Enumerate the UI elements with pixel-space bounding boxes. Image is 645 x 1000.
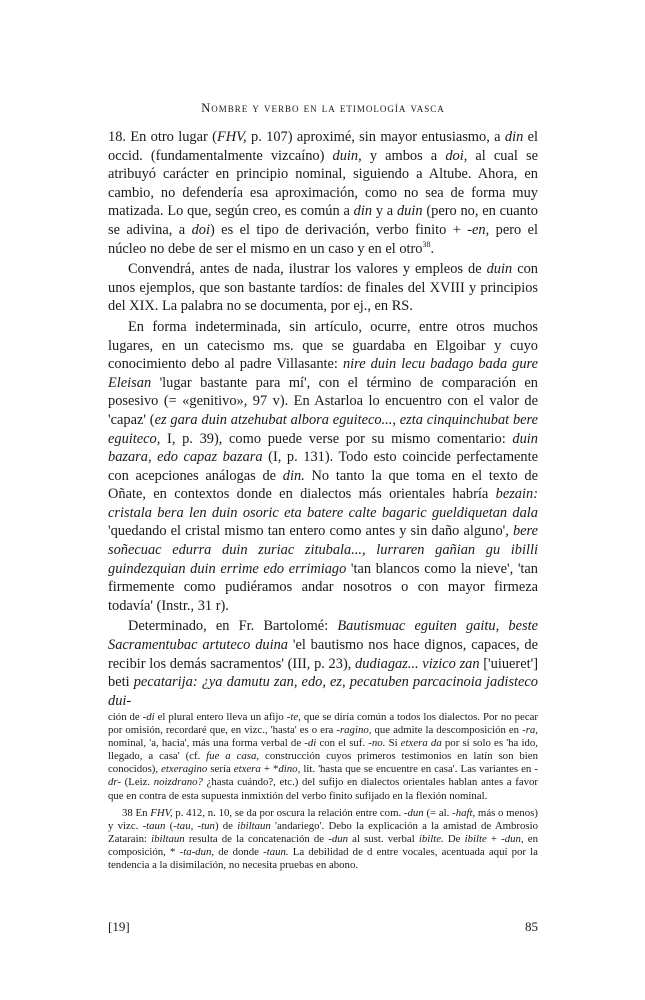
italic-text: duin xyxy=(396,203,423,220)
italic-text: fue a casa, xyxy=(206,750,260,763)
italic-text: -dun xyxy=(328,832,349,845)
text-run: 'andariego'. Debo la explicación a la amistad de Ambrosio Zatarain: xyxy=(108,819,539,845)
italic-text: din xyxy=(353,203,373,220)
italic-text: -dun, xyxy=(501,832,524,845)
italic-text: FHV, xyxy=(216,129,247,145)
italic-text: dudiagaz... vizico zan xyxy=(355,655,480,672)
text-run: Si xyxy=(385,737,401,750)
text-run: ['uiueret'] beti xyxy=(108,655,538,691)
italic-text: dino, xyxy=(278,763,301,776)
italic-text: duin, xyxy=(332,147,362,164)
italic-text: ibilte xyxy=(464,832,487,845)
italic-text: -dr- xyxy=(108,763,538,789)
text-run: ción de xyxy=(108,711,143,723)
text-run: I, p. 39), como puede verse por su mismo comentario: xyxy=(160,430,513,447)
text-run: el plural entero lleva un afijo xyxy=(154,711,287,723)
italic-text: ezta cinquinchubat bere eguiteco, xyxy=(108,411,539,447)
paragraph xyxy=(108,617,538,710)
text-run: (Leiz. xyxy=(120,776,154,789)
paragraph xyxy=(108,260,538,316)
text-run: ( xyxy=(165,819,174,832)
footnote-38 xyxy=(108,807,538,872)
text-run: + xyxy=(486,832,502,845)
italic-text: ibilte. xyxy=(418,832,444,845)
text-run: 'tan blancos como la nieve', 'tan firmemente como pudiéramos andar nosotros o con mayor firmeza todavía' (Instr., 31 r). xyxy=(108,560,538,614)
text-run: en composición, * xyxy=(108,832,538,858)
text-run: + * xyxy=(260,763,279,776)
text-run: más o menos) y vizc. xyxy=(108,806,538,832)
text-run: (I, p. 131). Todo esto coincide perfectamente con acepciones análogas de xyxy=(108,449,538,484)
italic-text: doi xyxy=(191,221,210,238)
text-run: resulta de la concatenación de xyxy=(184,832,329,845)
footnote-continuation xyxy=(108,711,538,803)
italic-text: -no. xyxy=(368,737,386,750)
text-run: nominal, 'a, hacia', más una forma verbal de xyxy=(108,737,305,750)
italic-text: ibiltaun xyxy=(151,832,185,845)
italic-text: bezain: cristala bera len duin osoric eta batere calte bagaric gueldiquetan dala xyxy=(108,486,538,521)
italic-text: ez gara duin atzehubat albora eguiteco..., xyxy=(154,411,396,428)
italic-text: -taun. xyxy=(263,845,289,858)
paragraph xyxy=(108,318,538,616)
text-run: (pero no, en cuanto se adivina, a xyxy=(108,203,538,238)
italic-text: -te, xyxy=(286,711,301,723)
text-run: el occid. (fundamentalmente vizcaíno) xyxy=(108,129,539,164)
running-head: Nombre y verbo en la etimología vasca xyxy=(201,101,445,115)
footnotes xyxy=(108,711,538,872)
italic-text: duin bazara, edo capaz bazara xyxy=(108,430,538,466)
italic-text: -ta-dun, xyxy=(179,845,215,858)
text-run: p. 107) aproximé, sin mayor entusiasmo, a xyxy=(246,129,505,145)
footnote-ref: 38 xyxy=(422,239,431,249)
text-run: con unos ejemplos, que son bastante tardíos: de finales del XVIII y principios del XIX. La palabra no se documenta, por ej., en RS. xyxy=(108,261,538,315)
text-run: (= al. xyxy=(423,806,453,819)
text-run: que admite la descomposición en xyxy=(371,724,523,737)
text-run: y ambos a xyxy=(361,147,446,164)
text-run: Convendrá, antes de nada, ilustrar los valores y empleos de xyxy=(128,261,487,278)
italic-text: pecatarija: ¿ya damutu zan, edo, ez, pecatuben parcacinoia jadisteco dui- xyxy=(108,674,538,709)
italic-text: bere soñecuac edurra duin zuriac zitubala..., lurraren gañian gu ibilli guindezquian duin errime edo errimiago xyxy=(108,523,538,577)
text-run: De xyxy=(443,832,465,845)
text-run: ) de xyxy=(214,819,238,832)
italic-text: ibiltaun xyxy=(237,819,271,832)
italic-text: FHV, xyxy=(150,806,173,819)
italic-text: noizdrano? xyxy=(153,776,203,789)
italic-text: -ra, xyxy=(522,724,539,737)
text-run: 'el bautismo nos hace dignos, capaces, de recibir los demás sacramentos' (III, p. 23), xyxy=(108,637,538,672)
text-run: pero el núcleo no debe de ser el mismo en un caso y en el otro xyxy=(108,221,539,257)
italic-text: -ragino, xyxy=(336,724,372,737)
italic-text: -tau, -tun xyxy=(173,819,215,832)
text-run: 38 En xyxy=(122,806,151,819)
text-run: lit. 'hasta que se encuentre en casa'. Las variantes en xyxy=(300,763,535,776)
text-run: La debilidad de d entre vocales, acentuada aquí por la tendencia a la disimilación, no necesita pruebas en abono. xyxy=(108,845,538,872)
text-run: 'lugar bastante para mí', con el término de comparación en posesivo (= «genitivo», 97 v). En Astarloa lo encuentro con el valor de 'capaz' ( xyxy=(108,374,538,428)
text-run: p. 412, n. 10, se da por oscura la relación entre com. xyxy=(172,806,404,819)
text-run: ) es el tipo de derivación, verbo finito + xyxy=(209,221,468,238)
main-text xyxy=(108,128,538,710)
text-run: 'quedando el cristal mismo tan entero como antes y sin daño alguno', xyxy=(108,523,513,540)
text-run: No tanto la que toma en el texto de Oñate, en contextos donde en dialectos más orientales habría xyxy=(108,467,538,503)
page-number: 85 xyxy=(525,919,538,934)
text-run: Determinado, en Fr. Bartolomé: xyxy=(128,618,338,635)
text-run: En forma indeterminada, sin artículo, ocurre, entre otros muchos lugares, en un catecismo ms. que se guardaba en Elgoibar y cuyo conocimiento debo al padre Villasante: xyxy=(108,318,538,373)
italic-text: -dun xyxy=(403,806,424,819)
italic-text: din. xyxy=(282,467,305,484)
section-number: [19] xyxy=(108,919,130,934)
italic-text: -di xyxy=(142,711,155,723)
text-run: al cual se atribuyó carácter en principio nominal, siguiendo a Altube. Ahora, en cambio, no defendería esa aproximación, como no sea de forma muy matizada. Lo que, según creo, es común a xyxy=(108,147,538,220)
italic-text: -taun xyxy=(142,819,166,832)
italic-text: etxera da xyxy=(400,737,442,750)
italic-text: Bautismuac eguiten gaitu, beste Sacramentubac artuteco duina xyxy=(108,618,538,654)
text-run: ¿hasta cuándo?, etc.) del sufijo en dialectos orientales hablan antes a favor que en contra de esta supuesta inmixtión del verbo finito sufijado en la flexión nominal. xyxy=(108,776,538,802)
italic-text: doi, xyxy=(445,147,468,164)
text-run: sería xyxy=(207,763,234,776)
italic-text: etxera xyxy=(233,763,261,776)
italic-text: -haft, xyxy=(452,806,476,819)
italic-text: duin xyxy=(486,261,513,278)
text-run: y a xyxy=(372,203,397,220)
text-run: con el suf. xyxy=(316,737,369,750)
italic-text: din xyxy=(504,129,524,145)
text-run: 18. En otro lugar ( xyxy=(108,129,217,145)
paragraph xyxy=(108,128,538,258)
italic-text: etxeragino xyxy=(161,763,208,776)
italic-text: nire duin lecu badago bada gure Eleisan xyxy=(108,356,538,391)
text-run: que se diría común a todos los dialectos. Por no pecar por omisión, recordaré que, en vizc., 'hasta' es o era xyxy=(108,711,538,737)
italic-text: -di xyxy=(304,737,317,750)
text-run: al sust. verbal xyxy=(348,832,419,845)
text-run: por sí solo es 'ha ido, llegado, a casa' (cf. xyxy=(108,737,539,763)
text-run: de donde xyxy=(214,845,264,858)
text-run: . xyxy=(430,240,435,257)
text-run: construcción cuyos primeros testimonios en latín son bien conocidos), xyxy=(108,750,538,776)
italic-text: -en, xyxy=(467,221,490,238)
